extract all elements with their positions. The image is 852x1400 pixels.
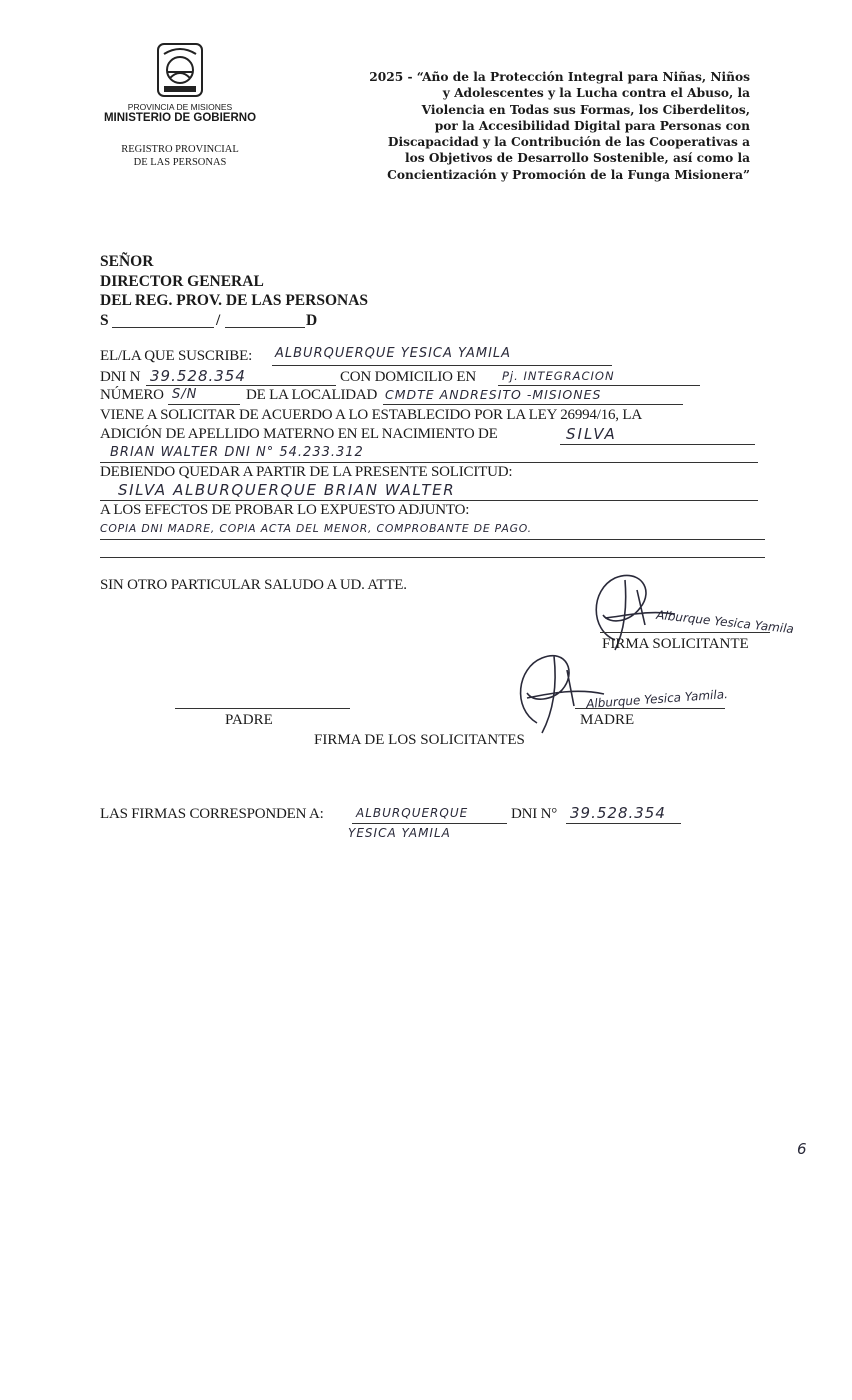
efectos-blank-2 [100, 557, 765, 558]
madre-line [575, 708, 725, 709]
adicion-label: ADICIÓN DE APELLIDO MATERNO EN EL NACIMIENTO DE [100, 426, 498, 442]
localidad-label: DE LA LOCALIDAD [246, 387, 378, 403]
suscribe-value: ALBURQUERQUE YESICA YAMILA [275, 346, 512, 361]
footer-dni-label: DNI N° [511, 806, 558, 822]
letterhead [95, 40, 265, 175]
madre-label: MADRE [580, 712, 635, 728]
dni-label: DNI N [100, 369, 141, 385]
firma-solicitantes-label: FIRMA DE LOS SOLICITANTES [314, 732, 525, 748]
registry-line2: DE LAS PERSONAS [133, 157, 227, 168]
motto-line: 2025 - “Año de la Protección Integral para Niñas, Niños [369, 70, 750, 84]
adicion-blank [560, 444, 755, 445]
motto-line: por la Accesibilidad Digital para Personas con [434, 118, 750, 133]
padre-label: PADRE [225, 712, 273, 728]
d-label: D [306, 312, 318, 329]
debiendo-label: DEBIENDO QUEDAR A PARTIR DE LA PRESENTE SOLICITUD: [100, 464, 513, 480]
numero-value: S/N [172, 387, 198, 402]
adicion-blank-2 [100, 462, 758, 463]
addressee-block [100, 252, 440, 311]
province-name: PROVINCIA DE MISIONES [127, 102, 233, 112]
slash-label: / [216, 312, 221, 329]
registry-line1: REGISTRO PROVINCIAL [121, 144, 239, 155]
motto-line: Violencia en Todas sus Formas, los Ciberdelitos, [421, 102, 750, 117]
motto-line: los Objetivos de Desarrollo Sostenible, así como la [405, 151, 750, 166]
debiendo-value: SILVA ALBURQUERQUE BRIAN WALTER [118, 481, 456, 499]
numero-label: NÚMERO [100, 387, 164, 403]
d-blank [225, 327, 305, 328]
domicilio-blank [498, 385, 700, 386]
addressee-title: SEÑOR [100, 253, 154, 270]
dni-blank [146, 385, 336, 386]
efectos-blank [100, 539, 765, 540]
padre-line [175, 708, 350, 709]
official-year-motto [330, 69, 750, 183]
addressee-role: DIRECTOR GENERAL [100, 272, 264, 290]
motto-line: Concientización y Promoción de la Funga Misionera” [387, 167, 750, 182]
signature-2-name: Alburque Yesica Yamila. [585, 687, 729, 711]
localidad-value: CMDTE ANDRESITO -MISIONES [385, 387, 602, 402]
corresponden-blank [352, 823, 507, 824]
firma-solicitante-line [600, 632, 770, 633]
solicitar-line: VIENE A SOLICITAR DE ACUERDO A LO ESTABLECIDO POR LA LEY 26994/16, LA [100, 407, 642, 423]
efectos-label: A LOS EFECTOS DE PROBAR LO EXPUESTO ADJUNTO: [100, 502, 470, 518]
s-blank [112, 327, 214, 328]
ministry-name: MINISTERIO DE GOBIERNO [103, 112, 257, 124]
firma-solicitante-label: FIRMA SOLICITANTE [602, 636, 749, 652]
numero-blank [168, 404, 240, 405]
motto-line: Discapacidad y la Contribución de las Cooperativas a [387, 135, 750, 150]
closing-greeting: SIN OTRO PARTICULAR SALUDO A UD. ATTE. [100, 577, 407, 593]
adicion-value: SILVA [566, 425, 617, 443]
suscribe-blank [272, 365, 612, 366]
domicilio-value: Pj. INTEGRACION [502, 369, 615, 383]
motto-line: y Adolescentes y la Lucha contra el Abuso, la [442, 86, 750, 101]
suscribe-label: EL/LA QUE SUSCRIBE: [100, 348, 253, 364]
page-mark: 6 [797, 1140, 808, 1158]
localidad-blank [383, 404, 683, 405]
provincial-seal-icon [150, 40, 210, 100]
corresponden-label: LAS FIRMAS CORRESPONDEN A: [100, 806, 324, 822]
corresponden-value-continued: YESICA YAMILA [348, 826, 451, 840]
signature-1-name: Alburque Yesica Yamila [655, 607, 795, 637]
debiendo-blank [100, 500, 758, 501]
footer-dni-blank [566, 823, 681, 824]
addressee-office: DEL REG. PROV. DE LAS PERSONAS [100, 292, 369, 309]
dni-value: 39.528.354 [150, 367, 246, 385]
s-label: S [100, 312, 109, 329]
adicion-value-continued: BRIAN WALTER DNI N° 54.233.312 [110, 445, 364, 460]
footer-dni-value: 39.528.354 [570, 804, 666, 822]
efectos-value: COPIA DNI MADRE, COPIA ACTA DEL MENOR, COMPROBANTE DE PAGO. [100, 522, 532, 535]
domicilio-label: CON DOMICILIO EN [340, 369, 476, 385]
corresponden-value: ALBURQUERQUE [356, 806, 469, 820]
